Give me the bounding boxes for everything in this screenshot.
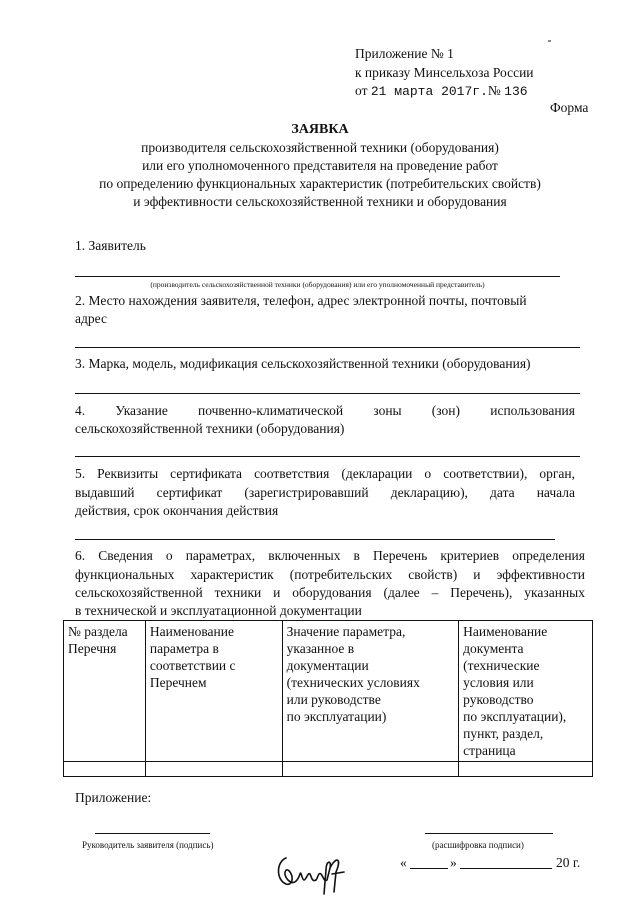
zone-line xyxy=(75,456,580,457)
year-suffix: 20 г. xyxy=(556,855,581,870)
form-label: Форма xyxy=(550,100,589,115)
item-5-line-1: 5. Реквизиты сертификата соответствия (декларации о соответствии), орган, xyxy=(75,466,575,481)
item-2-line-1: 2. Место нахождения заявителя, телефон, адрес электронной почты, почтовый xyxy=(75,293,527,308)
signature-caption: (подпись) xyxy=(176,840,214,850)
item-2-line-2: адрес xyxy=(75,311,107,326)
column-header-document-name: Наименование документа (технические условия или руководство по эксплуатации), пункт, раздел, страница xyxy=(459,621,593,762)
day-line[interactable] xyxy=(410,868,448,869)
column-header-section-number: № раздела Перечня xyxy=(64,621,146,762)
manager-name-line xyxy=(95,833,210,834)
certificate-line xyxy=(75,539,555,540)
item-4-line-2: сельскохозяйственной техники (оборудования) xyxy=(75,421,345,436)
scan-speck xyxy=(548,40,551,42)
column-header-parameter-value: Значение параметра, указанное в документации (технических условиях или руководстве по эксплуатации) xyxy=(282,621,459,762)
order-date: 21 марта 2017г. xyxy=(370,84,488,99)
manager-caption: Руководитель заявителя xyxy=(82,840,174,850)
table-cell-empty[interactable] xyxy=(459,762,593,777)
title-subline-3: по определению функциональных характеристик (потребительских свойств) xyxy=(99,176,541,191)
number-sign: № xyxy=(487,83,501,98)
item-4-line-1: 4. Указание почвенно-климатической зоны (зон) использования xyxy=(75,403,575,418)
item-5-line-3: действия, срок окончания действия xyxy=(75,503,279,518)
item-5-line-2: выдавший сертификат (зарегистрировавший декларацию), дата начала xyxy=(75,485,575,500)
order-reference: к приказу Минсельхоза России xyxy=(355,65,534,80)
parameters-table xyxy=(63,620,593,777)
title-subline-1: производителя сельскохозяйственной техники (оборудования) xyxy=(141,140,499,155)
order-date-line xyxy=(355,83,528,100)
date-open-quote: « xyxy=(400,855,407,870)
date-close-quote: » xyxy=(450,855,457,870)
item-6-line-1: 6. Сведения о параметрах, включенных в Перечень критериев определения xyxy=(75,548,585,563)
title-subline-2: или его уполномоченного представителя на проведение работ xyxy=(142,158,498,173)
model-line xyxy=(75,393,580,394)
applicant-caption: (производитель сельскохозяйственной техники (оборудования) или его уполномоченный представитель) xyxy=(150,280,485,289)
manager-caption-line xyxy=(82,840,213,850)
column-header-parameter-name: Наименование параметра в соответствии с Перечнем xyxy=(145,621,282,762)
decoding-line xyxy=(425,833,553,834)
handwritten-signature xyxy=(272,850,352,900)
item-3-text: 3. Марка, модель, модификация сельскохозяйственной техники (оборудования) xyxy=(75,356,531,371)
item-6-line-3: сельскохозяйственной техники и оборудования (далее – Перечень), указанных xyxy=(75,585,585,600)
title-subline-4: и эффективности сельскохозяйственной техники и оборудования xyxy=(133,194,507,209)
table-cell-empty[interactable] xyxy=(282,762,459,777)
item-6-line-4: в технической и эксплуатационной документации xyxy=(75,603,362,618)
applicant-line xyxy=(75,276,560,277)
table-cell-empty[interactable] xyxy=(64,762,146,777)
decoding-caption: (расшифровка подписи) xyxy=(432,840,524,850)
item-1-label: 1. Заявитель xyxy=(75,238,146,253)
appendix-label: Приложение № 1 xyxy=(355,46,454,61)
month-line[interactable] xyxy=(460,868,552,869)
date-prefix: от xyxy=(355,83,368,98)
table-row xyxy=(64,762,593,777)
item-6-line-2: функциональных характеристик (потребительских свойств) и эффективности xyxy=(75,567,585,582)
table-header-row xyxy=(64,621,593,762)
table-cell-empty[interactable] xyxy=(145,762,282,777)
address-line xyxy=(75,347,580,348)
order-number: 136 xyxy=(504,84,528,99)
document-title: ЗАЯВКА xyxy=(291,122,349,137)
attachment-label: Приложение: xyxy=(75,790,152,805)
